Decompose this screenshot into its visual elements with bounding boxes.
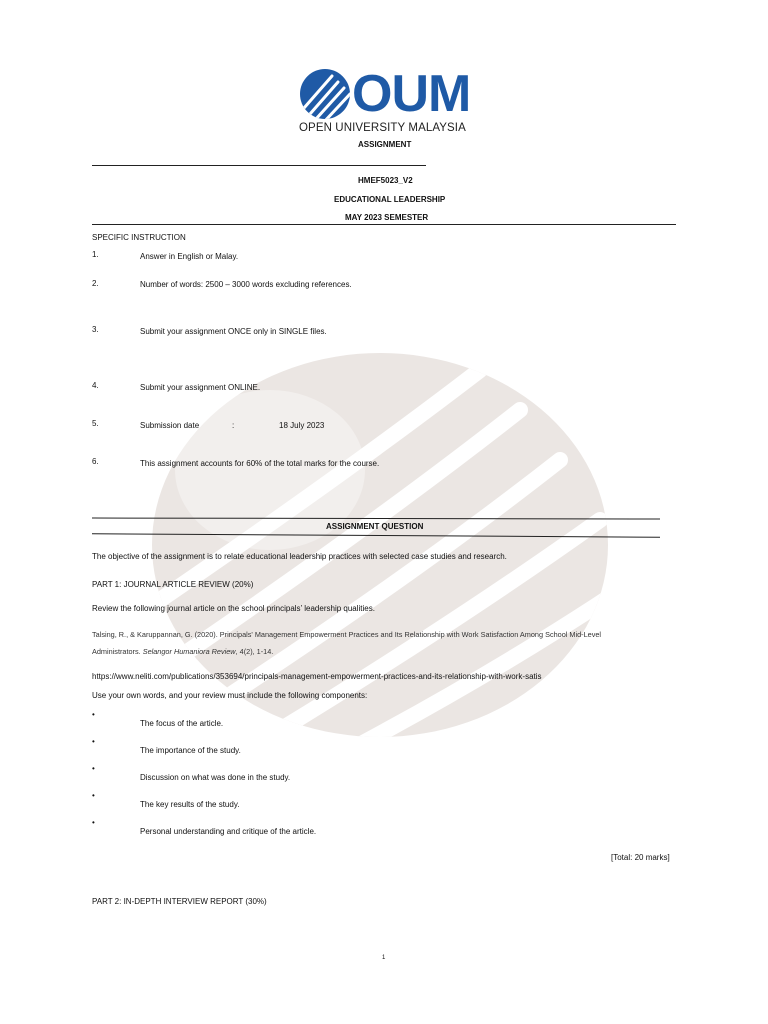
citation-authors-tail: Administrators.	[92, 647, 141, 656]
components-intro: Use your own words, and your review must include the following components:	[92, 691, 368, 700]
bullet: •	[92, 818, 95, 827]
citation-volume: , 4(2), 1-14.	[235, 647, 274, 656]
component-item: Discussion on what was done in the study.	[140, 773, 291, 782]
component-item: The key results of the study.	[140, 800, 240, 809]
component-item: Personal understanding and critique of the article.	[140, 827, 317, 836]
logo-subtitle: OPEN UNIVERSITY MALAYSIA	[299, 122, 466, 134]
bullet: •	[92, 764, 95, 773]
submission-date-value: 18 July 2023	[279, 421, 325, 430]
watermark-logo	[150, 350, 610, 740]
part1-heading: PART 1: JOURNAL ARTICLE REVIEW (20%)	[92, 580, 254, 589]
submission-date-label: Submission date	[140, 421, 200, 430]
page-number: 1	[382, 955, 386, 961]
instruction-number: 4.	[92, 381, 99, 390]
bullet: •	[92, 737, 95, 746]
instruction-number: 6.	[92, 457, 99, 466]
logo-text: OUM	[352, 65, 471, 123]
semester: MAY 2023 SEMESTER	[345, 213, 429, 222]
instruction-number: 3.	[92, 325, 99, 334]
article-url[interactable]: https://www.neliti.com/publications/353694/principals-management-empowerment-practices-and-its-relationship-with-work-satis	[92, 672, 542, 681]
instruction-text: Answer in English or Malay.	[140, 252, 239, 261]
part2-heading: PART 2: IN-DEPTH INTERVIEW REPORT (30%)	[92, 897, 267, 906]
assignment-question-heading: ASSIGNMENT QUESTION	[326, 522, 424, 531]
course-code: HMEF5023_V2	[358, 176, 413, 185]
objective-text: The objective of the assignment is to relate educational leadership practices with selected case studies and research.	[92, 552, 507, 561]
instruction-text: Number of words: 2500 – 3000 words excluding references.	[140, 280, 352, 289]
component-item: The focus of the article.	[140, 719, 224, 728]
total-marks: [Total: 20 marks]	[611, 853, 670, 862]
course-name: EDUCATIONAL LEADERSHIP	[334, 195, 446, 204]
divider	[92, 165, 426, 166]
divider	[92, 224, 676, 225]
instruction-number: 5.	[92, 419, 99, 428]
bullet: •	[92, 791, 95, 800]
instruction-text: This assignment accounts for 60% of the total marks for the course.	[140, 459, 380, 468]
assignment-label: ASSIGNMENT	[358, 140, 412, 149]
instruction-text: Submit your assignment ONCE only in SINGLE files.	[140, 327, 327, 336]
bullet: •	[92, 710, 95, 719]
instruction-text: Submit your assignment ONLINE.	[140, 383, 261, 392]
instruction-number: 2.	[92, 279, 99, 288]
component-item: The importance of the study.	[140, 746, 241, 755]
part1-intro: Review the following journal article on the school principals’ leadership qualities.	[92, 604, 375, 613]
submission-date-colon: :	[232, 421, 235, 430]
instruction-number: 1.	[92, 250, 99, 259]
citation-line2	[92, 647, 273, 656]
citation-line1: Talsing, R., & Karuppannan, G. (2020). Principals' Management Empowerment Practices and Its Relationship with Work Satisfaction Among School Mid-Level	[92, 630, 602, 639]
instructions-heading: SPECIFIC INSTRUCTION	[92, 233, 186, 242]
citation-journal: Selangor Humaniora Review	[142, 647, 236, 656]
